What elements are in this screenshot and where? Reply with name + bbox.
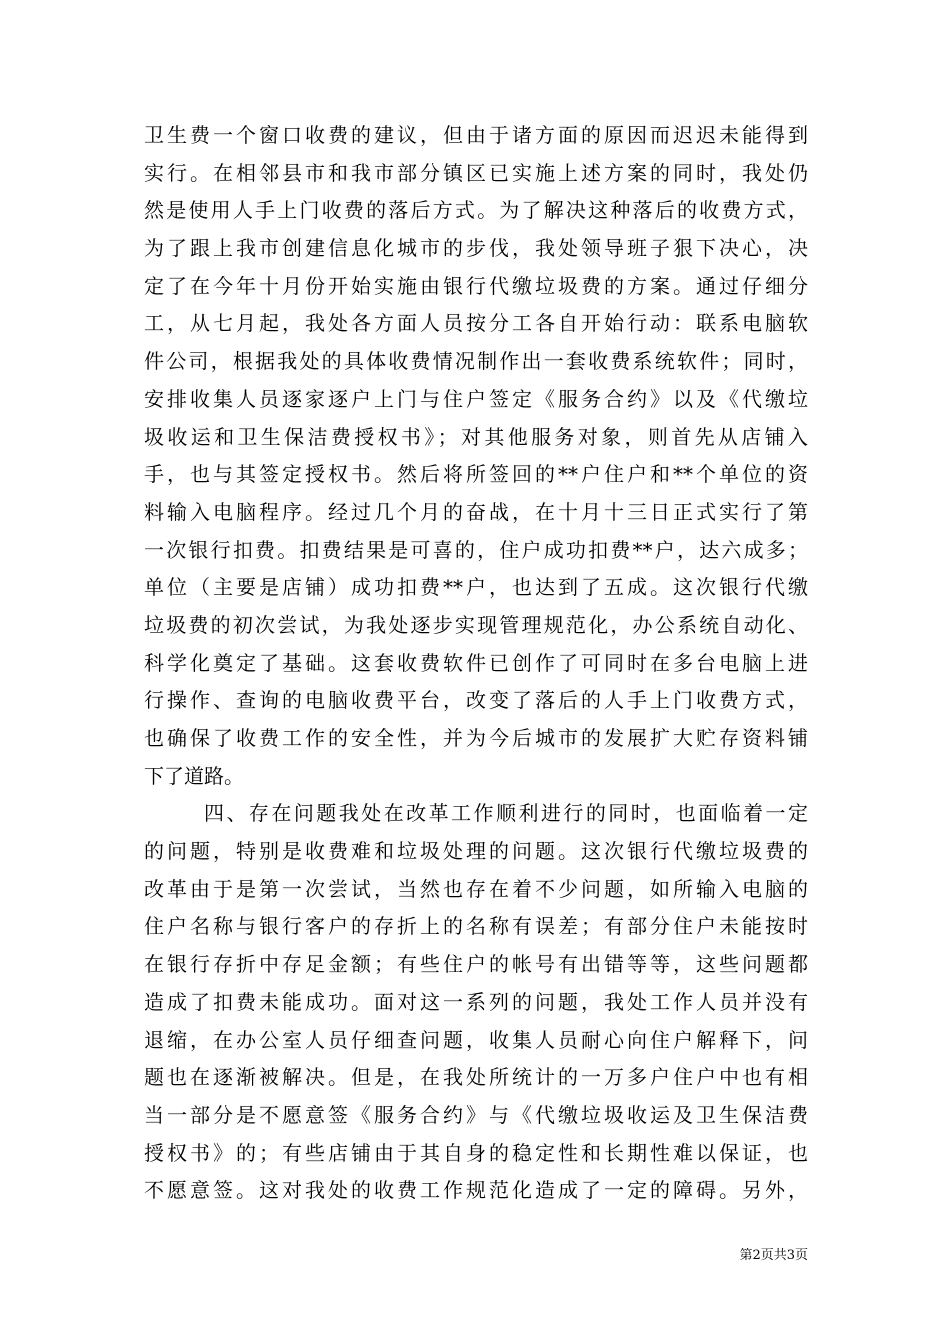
text-line: 然是使用人手上门收费的落后方式。为了解决这种落后的收费方式， [144,198,808,223]
text-line: 题也在逐渐被解决。但是，在我处所统计的一万多户住户中也有相 [144,1065,808,1090]
text-line: 单位（主要是店铺）成功扣费**户，也达到了五成。这次银行代缴 [144,575,808,600]
text-line: 垃圾费的初次尝试，为我处逐步实现管理规范化，办公系统自动化、 [144,612,808,637]
text-line: 件公司，根据我处的具体收费情况制作出一套收费系统软件；同时， [144,349,808,374]
page-number: 第2页共3页 [739,1248,808,1263]
text-line: 科学化奠定了基础。这套收费软件已创作了可同时在多台电脑上进 [144,650,808,675]
text-line: 实行。在相邻县市和我市部分镇区已实施上述方案的同时，我处仍 [144,160,808,185]
text-line: 行操作、查询的电脑收费平台，改变了落后的人手上门收费方式， [144,688,808,713]
text-line: 退缩，在办公室人员仔细查问题，收集人员耐心向住户解释下，问 [144,1027,808,1052]
text-line: 住户名称与银行客户的存折上的名称有误差；有部分住户未能按时 [144,914,808,939]
text-line: 下了道路。 [144,763,244,788]
text-line: 为了跟上我市创建信息化城市的步伐，我处领导班子狠下决心，决 [144,236,808,261]
text-line: 定了在今年十月份开始实施由银行代缴垃圾费的方案。通过仔细分 [144,273,808,298]
text-line: 料输入电脑程序。经过几个月的奋战，在十月十三日正式实行了第 [144,499,808,524]
text-line: 的问题，特别是收费难和垃圾处理的问题。这次银行代缴垃圾费的 [144,839,808,864]
text-line: 一次银行扣费。扣费结果是可喜的，住户成功扣费**户，达六成多； [144,537,808,562]
section-heading-line: 四、存在问题我处在改革工作顺利进行的同时，也面临着一定 [204,801,808,826]
text-line: 当一部分是不愿意签《服务合约》与《代缴垃圾收运及卫生保洁费 [144,1102,808,1127]
body-text [144,117,808,1210]
text-line: 卫生费一个窗口收费的建议，但由于诸方面的原因而迟迟未能得到 [144,123,808,147]
text-line: 圾收运和卫生保洁费授权书》；对其他服务对象，则首先从店铺入 [144,424,808,449]
text-line: 授权书》的；有些店铺由于其自身的稳定性和长期性难以保证，也 [144,1140,808,1165]
text-line: 不愿意签。这对我处的收费工作规范化造成了一定的障碍。另外， [144,1178,808,1203]
text-line: 手，也与其签定授权书。然后将所签回的**户住户和**个单位的资 [144,462,808,487]
text-line: 安排收集人员逐家逐户上门与住户签定《服务合约》以及《代缴垃 [144,386,808,411]
text-line: 造成了扣费未能成功。面对这一系列的问题，我处工作人员并没有 [144,989,808,1014]
text-line: 也确保了收费工作的安全性，并为今后城市的发展扩大贮存资料铺 [144,726,808,750]
text-line: 工，从七月起，我处各方面人员按分工各自开始行动：联系电脑软 [144,311,808,336]
text-line: 在银行存折中存足金额；有些住户的帐号有出错等等，这些问题都 [144,952,808,977]
text-line: 改革由于是第一次尝试，当然也存在着不少问题，如所输入电脑的 [144,876,808,901]
